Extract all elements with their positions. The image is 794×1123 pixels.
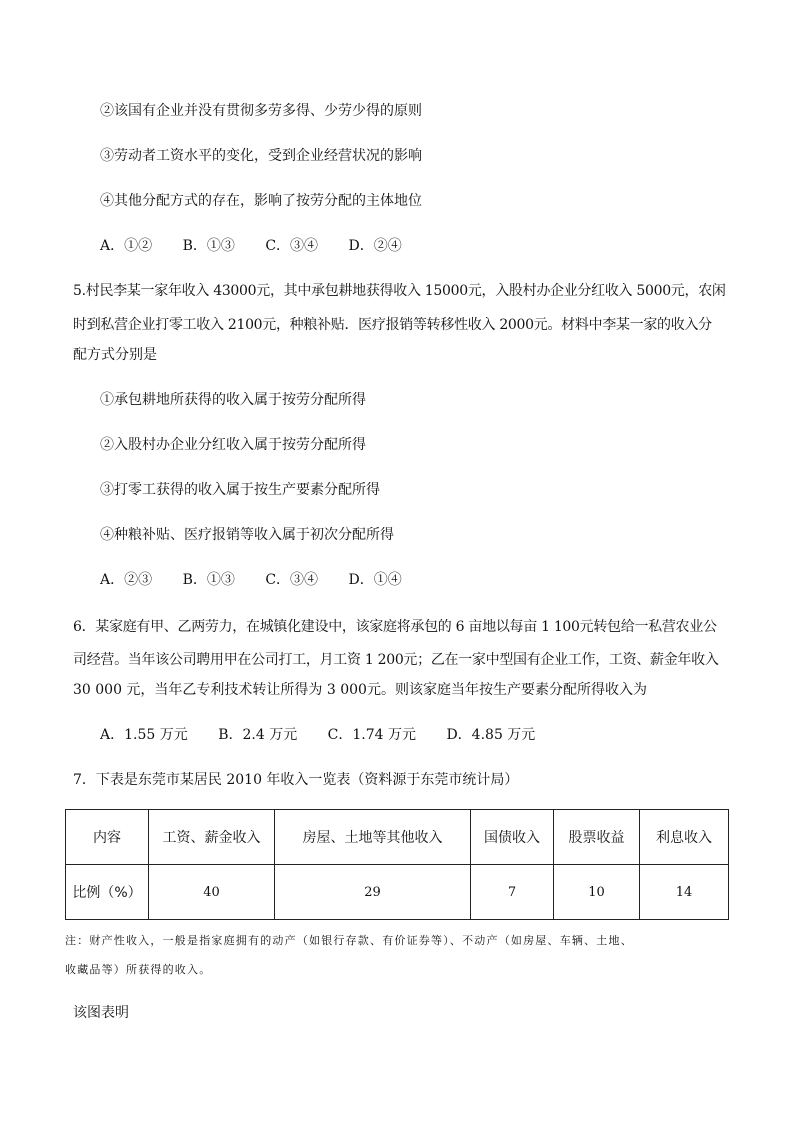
q7-ending-text: 该图表明 — [73, 1005, 129, 1021]
q5-option-4: ④种粮补贴、医疗报销等收入属于初次分配所得 — [100, 527, 394, 543]
q4-choices — [100, 236, 428, 256]
income-table — [65, 809, 729, 920]
q4-choice-a: A．①② — [100, 238, 153, 254]
table-note-line-2: 收藏品等）所获得的收入。 — [65, 963, 212, 976]
q5-choice-d: D．①④ — [348, 572, 402, 588]
table-cell: 29 — [275, 865, 471, 920]
q6-stem-line-3: 30 000 元，当年乙专利技术转让所得为 3 000元。则该家庭当年按生产要素分配所得收入为 — [73, 682, 647, 698]
q6-choice-b: B．2.4 万元 — [218, 727, 298, 743]
q4-option-2: ②该国有企业并没有贯彻多劳多得、少劳少得的原则 — [100, 103, 422, 119]
q5-option-1: ①承包耕地所获得的收入属于按劳分配所得 — [100, 392, 366, 408]
table-header-cell: 内容 — [66, 810, 149, 865]
q4-option-3: ③劳动者工资水平的变化，受到企业经营状况的影响 — [100, 148, 422, 164]
table-header-cell: 国债收入 — [471, 810, 554, 865]
q6-choice-d: D．4.85 万元 — [446, 727, 536, 743]
table-header-cell: 工资、薪金收入 — [149, 810, 275, 865]
q5-stem-line-1: 5.村民李某一家年收入 43000元，其中承包耕地获得收入 15000元，入股村办企业分红收入 5000元，农闲 — [73, 283, 726, 299]
q6-stem-line-1: 6．某家庭有甲、乙两劳力，在城镇化建设中，该家庭将承包的 6 亩地以每亩 1 100元转包给一私营农业公 — [73, 619, 717, 635]
table-header-cell: 股票收益 — [554, 810, 640, 865]
q5-stem-line-3: 配方式分别是 — [73, 347, 157, 363]
q5-option-2: ②入股村办企业分红收入属于按劳分配所得 — [100, 437, 366, 453]
table-note-line-1: 注：财产性收入，一般是指家庭拥有的动产（如银行存款、有价证券等）、不动产（如房屋、车辆、土地、 — [65, 934, 633, 947]
table-row — [66, 865, 729, 920]
table-header-cell: 房屋、土地等其他收入 — [275, 810, 471, 865]
table-header-cell: 利息收入 — [640, 810, 729, 865]
table-row-label: 比例（%） — [66, 865, 149, 920]
q6-stem-line-2: 司经营。当年该公司聘用甲在公司打工，月工资 1 200元；乙在一家中型国有企业工作，工资、薪金年收入 — [73, 652, 719, 668]
q5-stem-line-2: 时到私营企业打零工收入 2100元，种粮补贴．医疗报销等转移性收入 2000元。材料中李某一家的收入分 — [73, 317, 712, 333]
q7-stem: 7．下表是东莞市某居民 2010 年收入一览表（资料源于东莞市统计局） — [73, 772, 519, 788]
q4-choice-b: B．①③ — [182, 238, 235, 254]
table-cell: 7 — [471, 865, 554, 920]
q6-choice-c: C．1.74 万元 — [327, 727, 416, 743]
table-cell: 10 — [554, 865, 640, 920]
q6-choices — [100, 725, 561, 745]
q5-choice-b: B．①③ — [182, 572, 235, 588]
q4-option-4: ④其他分配方式的存在，影响了按劳分配的主体地位 — [100, 193, 422, 209]
q5-choice-a: A．②③ — [100, 572, 153, 588]
table-cell: 14 — [640, 865, 729, 920]
table-cell: 40 — [149, 865, 275, 920]
q5-choices — [100, 570, 428, 590]
table-header-row — [66, 810, 729, 865]
q4-choice-c: C．③④ — [265, 238, 319, 254]
q4-choice-d: D．②④ — [348, 238, 402, 254]
q5-option-3: ③打零工获得的收入属于按生产要素分配所得 — [100, 482, 380, 498]
q6-choice-a: A．1.55 万元 — [100, 727, 188, 743]
q5-choice-c: C．③④ — [265, 572, 319, 588]
